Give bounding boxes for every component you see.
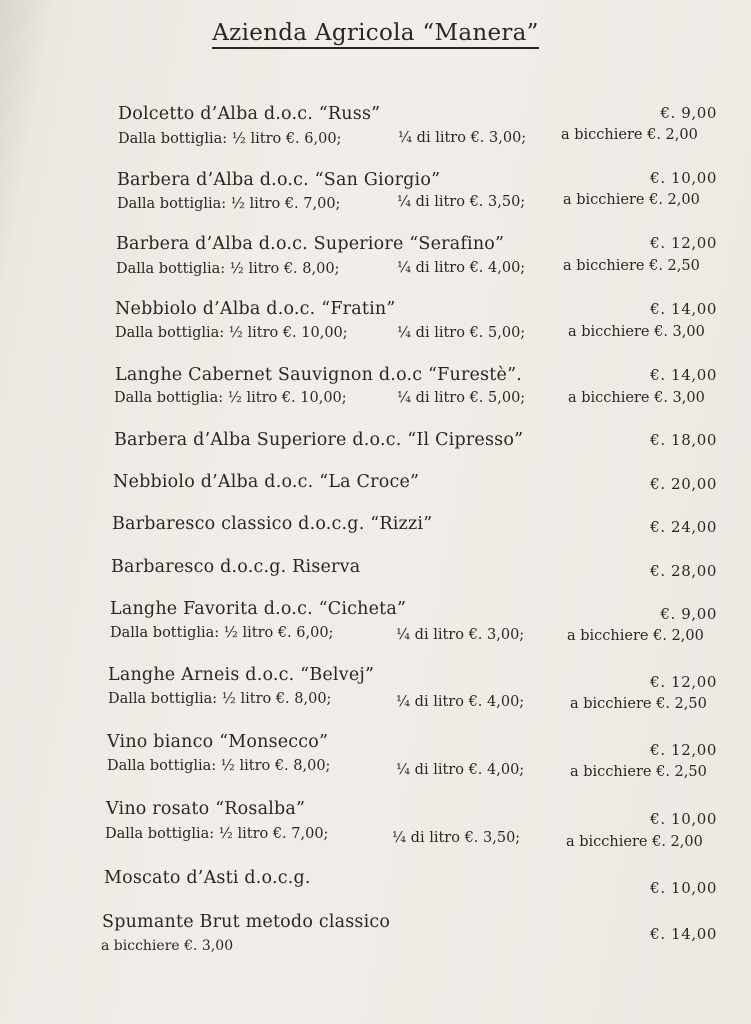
half-liter-price: Dalla bottiglia: ½ litro €. 8,00; <box>107 758 331 774</box>
half-liter-price: Dalla bottiglia: ½ litro €. 6,00; <box>118 131 342 147</box>
page-title <box>0 20 751 46</box>
wine-price: €. 14,00 <box>650 366 717 384</box>
wine-price: €. 10,00 <box>650 169 717 187</box>
wine-name: Dolcetto d’Alba d.o.c. “Russ” <box>118 104 381 124</box>
wine-price: €. 12,00 <box>650 673 717 691</box>
quarter-liter-price: ¼ di litro €. 5,00; <box>397 390 526 406</box>
glass-price: a bicchiere €. 2,50 <box>563 258 700 274</box>
wine-name: Moscato d’Asti d.o.c.g. <box>104 868 311 888</box>
wine-price: €. 24,00 <box>650 518 717 536</box>
wine-name: Spumante Brut metodo classico <box>102 912 391 932</box>
quarter-liter-price: ¼ di litro €. 3,00; <box>396 627 525 643</box>
wine-name: Barbera d’Alba Superiore d.o.c. “Il Cipresso” <box>114 430 524 450</box>
wine-name: Barbaresco classico d.o.c.g. “Rizzi” <box>112 514 433 534</box>
glass-price: a bicchiere €. 2,50 <box>570 696 707 712</box>
half-liter-price: Dalla bottiglia: ½ litro €. 8,00; <box>116 261 340 277</box>
half-liter-price: Dalla bottiglia: ½ litro €. 7,00; <box>105 826 329 842</box>
wine-name: Vino rosato “Rosalba” <box>106 799 306 819</box>
wine-price: €. 9,00 <box>660 104 717 122</box>
wine-price: €. 14,00 <box>650 925 717 943</box>
glass-price: a bicchiere €. 2,00 <box>566 834 703 850</box>
wine-name: Barbera d’Alba d.o.c. Superiore “Serafino” <box>116 234 505 254</box>
glass-price: a bicchiere €. 2,00 <box>561 127 698 143</box>
wine-price: €. 12,00 <box>650 234 717 252</box>
glass-price: a bicchiere €. 3,00 <box>101 938 234 954</box>
quarter-liter-price: ¼ di litro €. 3,00; <box>398 130 527 146</box>
glass-price: a bicchiere €. 3,00 <box>568 324 705 340</box>
half-liter-price: Dalla bottiglia: ½ litro €. 10,00; <box>115 325 348 341</box>
quarter-liter-price: ¼ di litro €. 3,50; <box>392 830 521 846</box>
half-liter-price: Dalla bottiglia: ½ litro €. 7,00; <box>117 196 341 212</box>
quarter-liter-price: ¼ di litro €. 4,00; <box>397 260 526 276</box>
half-liter-price: Dalla bottiglia: ½ litro €. 6,00; <box>110 625 334 641</box>
glass-price: a bicchiere €. 3,00 <box>568 390 705 406</box>
glass-price: a bicchiere €. 2,50 <box>570 764 707 780</box>
quarter-liter-price: ¼ di litro €. 5,00; <box>397 325 526 341</box>
wine-name: Vino bianco “Monsecco” <box>107 732 329 752</box>
wine-price: €. 18,00 <box>650 431 717 449</box>
wine-price: €. 28,00 <box>650 562 717 580</box>
wine-price: €. 9,00 <box>660 605 717 623</box>
quarter-liter-price: ¼ di litro €. 4,00; <box>396 694 525 710</box>
wine-price: €. 10,00 <box>650 810 717 828</box>
half-liter-price: Dalla bottiglia: ½ litro €. 8,00; <box>108 691 332 707</box>
wine-name: Barbera d’Alba d.o.c. “San Giorgio” <box>117 170 441 190</box>
wine-price: €. 14,00 <box>650 300 717 318</box>
page-title-text: Azienda Agricola “Manera” <box>212 20 538 49</box>
wine-name: Langhe Cabernet Sauvignon d.o.c “Furestè”. <box>115 365 522 385</box>
wine-name: Barbaresco d.o.c.g. Riserva <box>111 557 361 577</box>
glass-price: a bicchiere €. 2,00 <box>567 628 704 644</box>
quarter-liter-price: ¼ di litro €. 4,00; <box>396 762 525 778</box>
glass-price: a bicchiere €. 2,00 <box>563 192 700 208</box>
wine-name: Nebbiolo d’Alba d.o.c. “Fratin” <box>115 299 396 319</box>
half-liter-price: Dalla bottiglia: ½ litro €. 10,00; <box>114 390 347 406</box>
wine-name: Nebbiolo d’Alba d.o.c. “La Croce” <box>113 472 420 492</box>
wine-price: €. 20,00 <box>650 475 717 493</box>
wine-price: €. 10,00 <box>650 879 717 897</box>
wine-name: Langhe Favorita d.o.c. “Cicheta” <box>110 599 407 619</box>
wine-price: €. 12,00 <box>650 741 717 759</box>
quarter-liter-price: ¼ di litro €. 3,50; <box>397 194 526 210</box>
wine-name: Langhe Arneis d.o.c. “Belvej” <box>108 665 375 685</box>
